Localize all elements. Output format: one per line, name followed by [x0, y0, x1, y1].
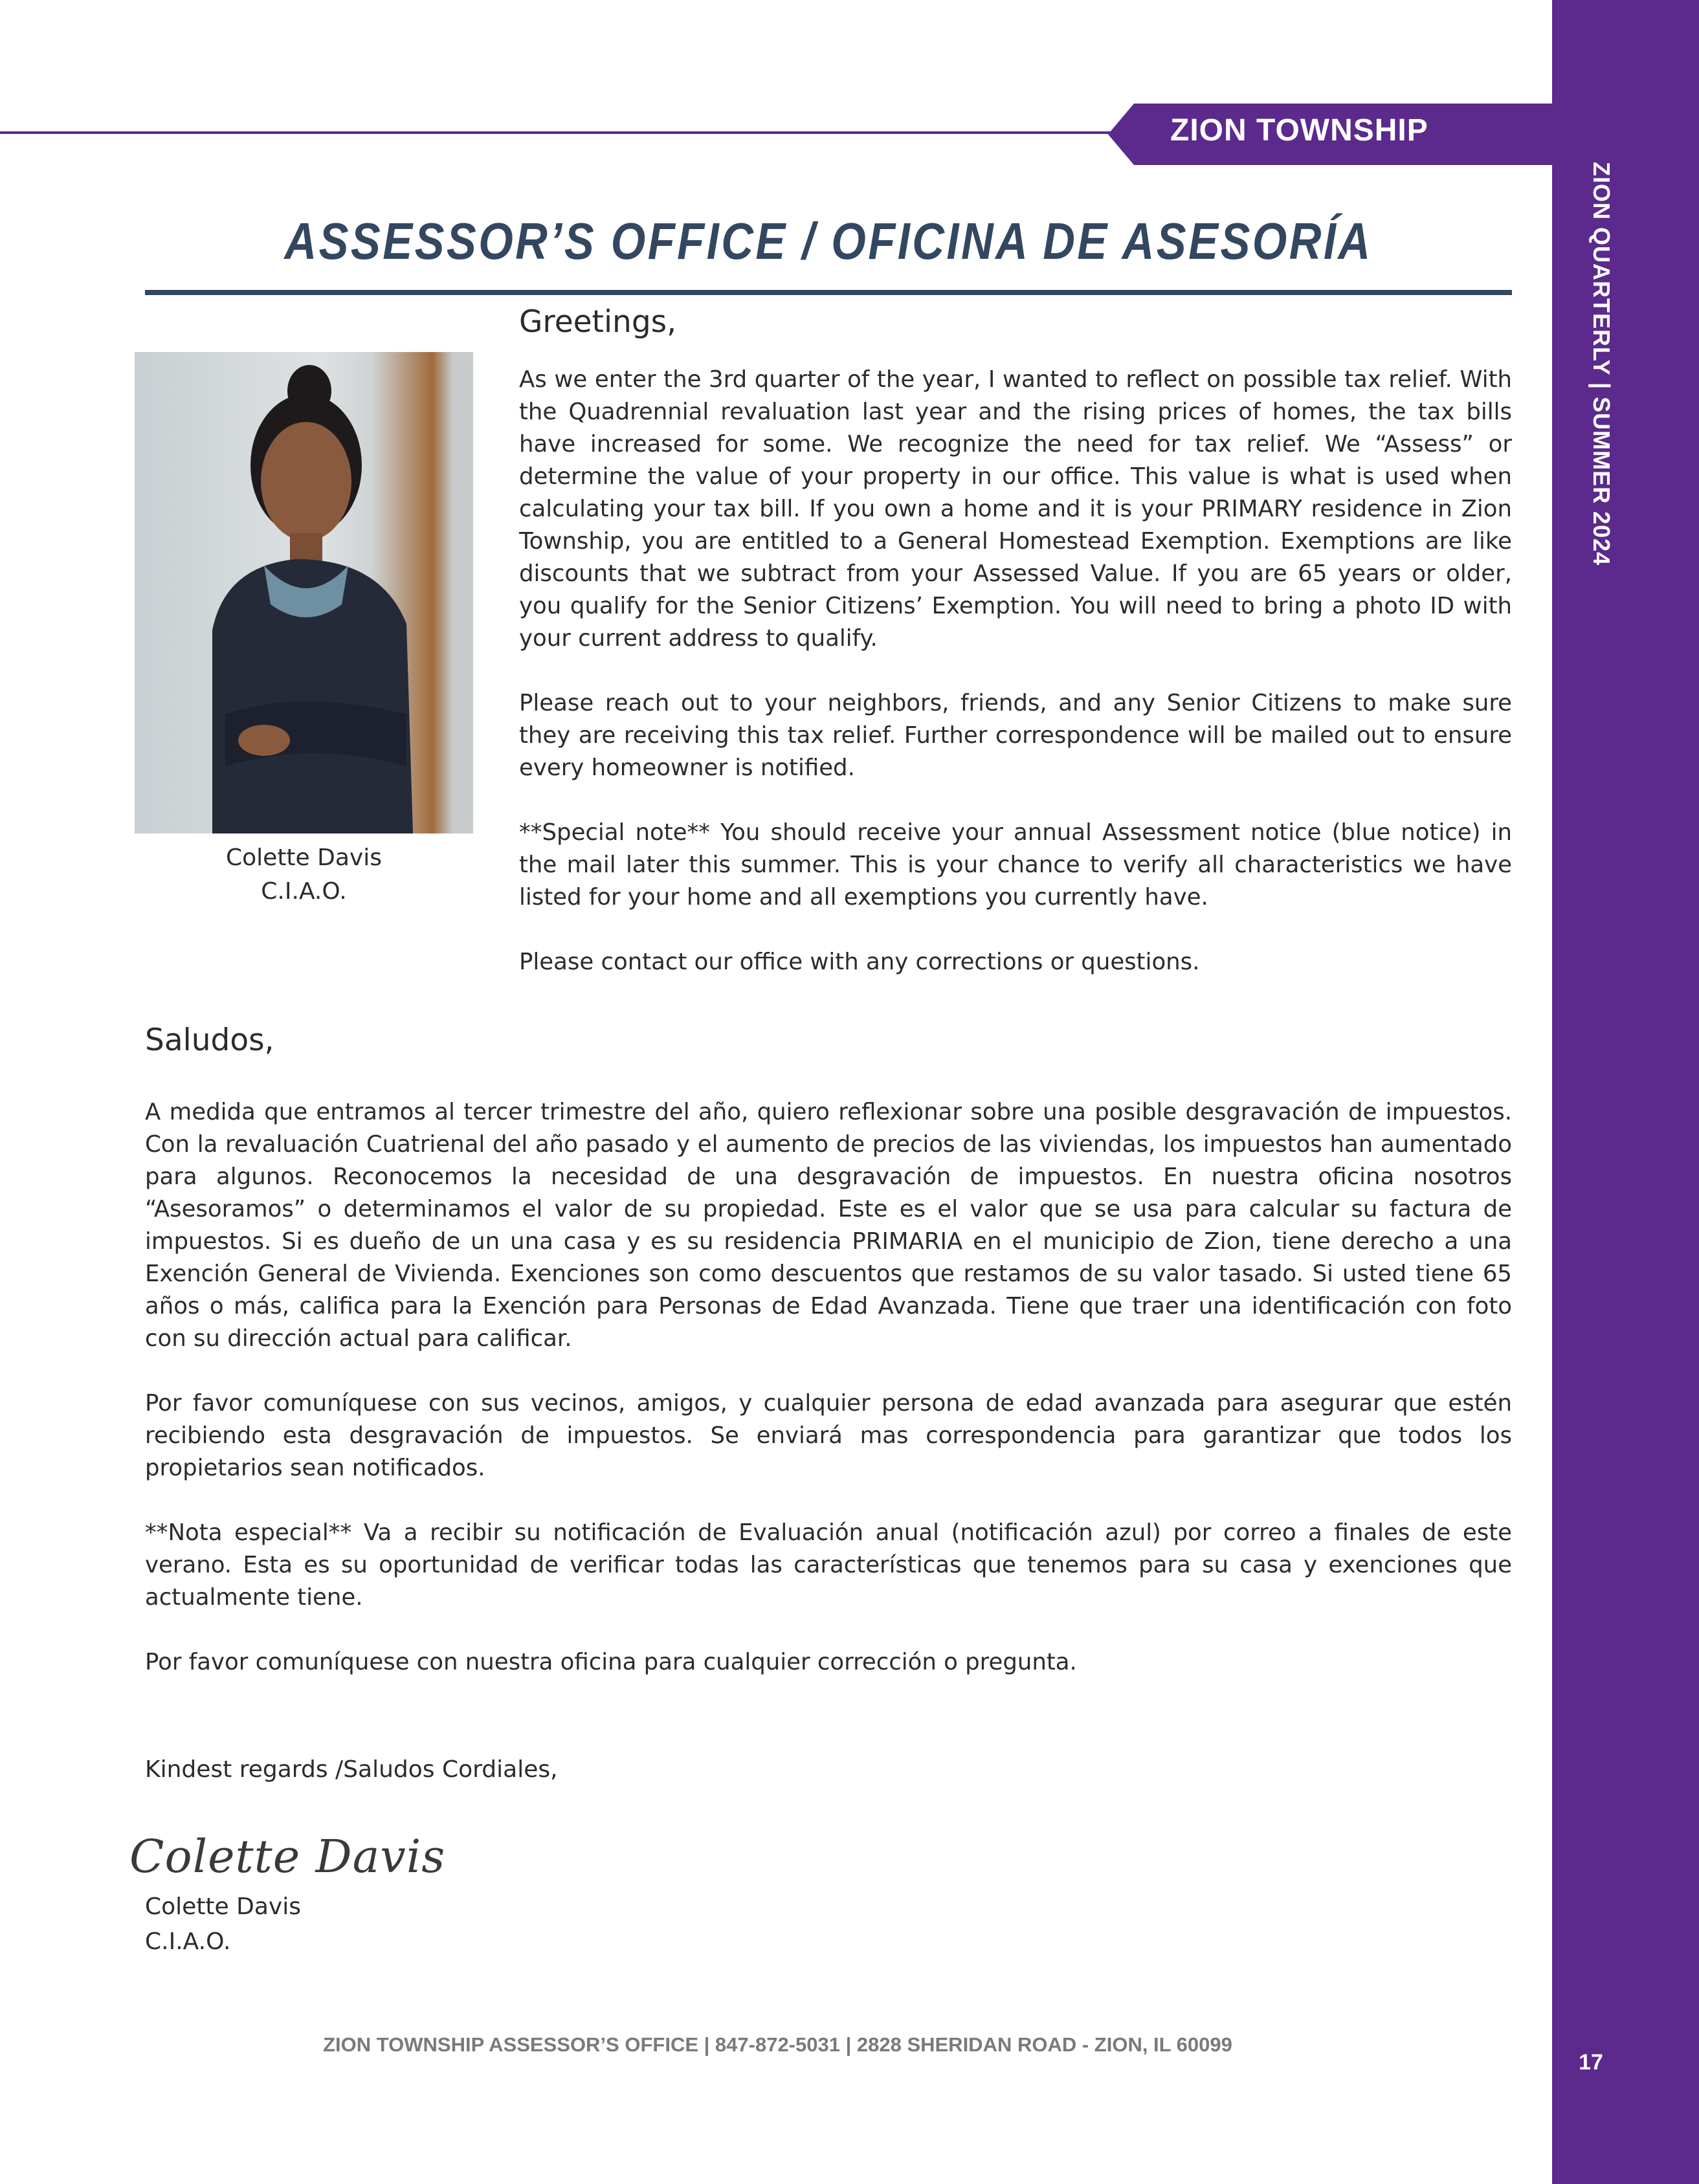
section-tab-label: ZION TOWNSHIP	[1170, 113, 1428, 148]
title-divider	[145, 290, 1512, 295]
greeting-english: Greetings,	[519, 304, 677, 340]
sidebar-band	[1552, 0, 1699, 2184]
portrait-illustration	[135, 352, 473, 833]
signer-title: C.I.A.O.	[145, 1928, 231, 1955]
photo-caption-title: C.I.A.O.	[261, 878, 347, 905]
spanish-paragraph: Por favor comuníquese con sus vecinos, amigos, y cualquier persona de edad avanzada para asegurar que estén recibiendo esta desgravación de impuestos. Se enviará mas correspondencia para garantizar que todos los propietarios sean notificados.	[145, 1390, 1512, 1481]
english-paragraph: Please contact our office with any corrections or questions.	[519, 949, 1200, 975]
page-footer: ZION TOWNSHIP ASSESSOR’S OFFICE | 847-872-5031 | 2828 SHERIDAN ROAD - ZION, IL 60099	[323, 2033, 1232, 2056]
portrait-photo	[135, 352, 473, 833]
signer-name: Colette Davis	[145, 1893, 301, 1920]
header-rule	[0, 131, 1113, 134]
greeting-spanish: Saludos,	[145, 1022, 274, 1058]
page-title: ASSESSOR’S OFFICE / OFICINA DE ASESORÍA	[284, 212, 1373, 270]
spanish-paragraph: Por favor comuníquese con nuestra oficina para cualquier corrección o pregunta.	[145, 1649, 1077, 1675]
spanish-paragraph: **Nota especial** Va a recibir su notificación de Evaluación anual (notificación azul) por correo a finales de este verano. Esta es su oportunidad de verificar todas las características que tenemos para su casa y exenciones que actualmente tiene.	[145, 1519, 1512, 1611]
spanish-paragraph: A medida que entramos al tercer trimestre del año, quiero reflexionar sobre una posible desgravación de impuestos. Con la revaluación Cuatrienal del año pasado y el aumento de precios de las viviendas, los impuestos han aumentado para algunos. Reconocemos la necesidad de una desgravación de impuestos. En nuestra oficina nosotros “Asesoramos” o determinamos el valor de su propiedad. Este es el valor que se usa para calcular su factura de impuestos. Si es dueño de un una casa y es su residencia PRIMARIA en el municipio de Zion, tiene derecho a una Exención General de Vivienda. Exenciones son como descuentos que restamos de su valor tasado. Si usted tiene 65 años o más, califica para la Exención para Personas de Edad Avanzada. Tiene que traer una identificación con foto con su dirección actual para calificar.	[145, 1099, 1512, 1352]
spanish-letter-body	[145, 1096, 1512, 1711]
english-paragraph: **Special note** You should receive your annual Assessment notice (blue notice) in the mail later this summer. This is your chance to verify all characteristics we have listed for your home and all exemptions you currently have.	[519, 819, 1512, 910]
photo-caption	[135, 841, 473, 909]
english-paragraph: Please reach out to your neighbors, friends, and any Senior Citizens to make sure they are receiving this tax relief. Further correspondence will be mailed out to ensure every homeowner is notified.	[519, 690, 1512, 781]
handwritten-signature: Colette Davis	[129, 1830, 446, 1883]
letter-closing: Kindest regards /Saludos Cordiales,	[145, 1756, 558, 1783]
sidebar-publication-label: ZION QUARTERLY | SUMMER 2024	[1588, 162, 1615, 566]
photo-caption-name: Colette Davis	[226, 844, 382, 871]
english-paragraph: As we enter the 3rd quarter of the year, I wanted to reflect on possible tax relief. With the Quadrennial revaluation last year and the rising prices of homes, the tax bills have increased for some. We recognize the need for tax relief. We “Assess” or determine the value of your property in our office. This value is what is used when calculating your tax bill. If you own a home and it is your PRIMARY residence in Zion Township, you are entitled to a General Homestead Exemption. Exemptions are like discounts that we subtract from your Assessed Value. If you are 65 years or older, you qualify for the Senior Citizens’ Exemption. You will need to bring a photo ID with your current address to qualify.	[519, 366, 1512, 652]
page-number: 17	[1579, 2050, 1603, 2075]
english-letter-body	[519, 364, 1512, 1011]
